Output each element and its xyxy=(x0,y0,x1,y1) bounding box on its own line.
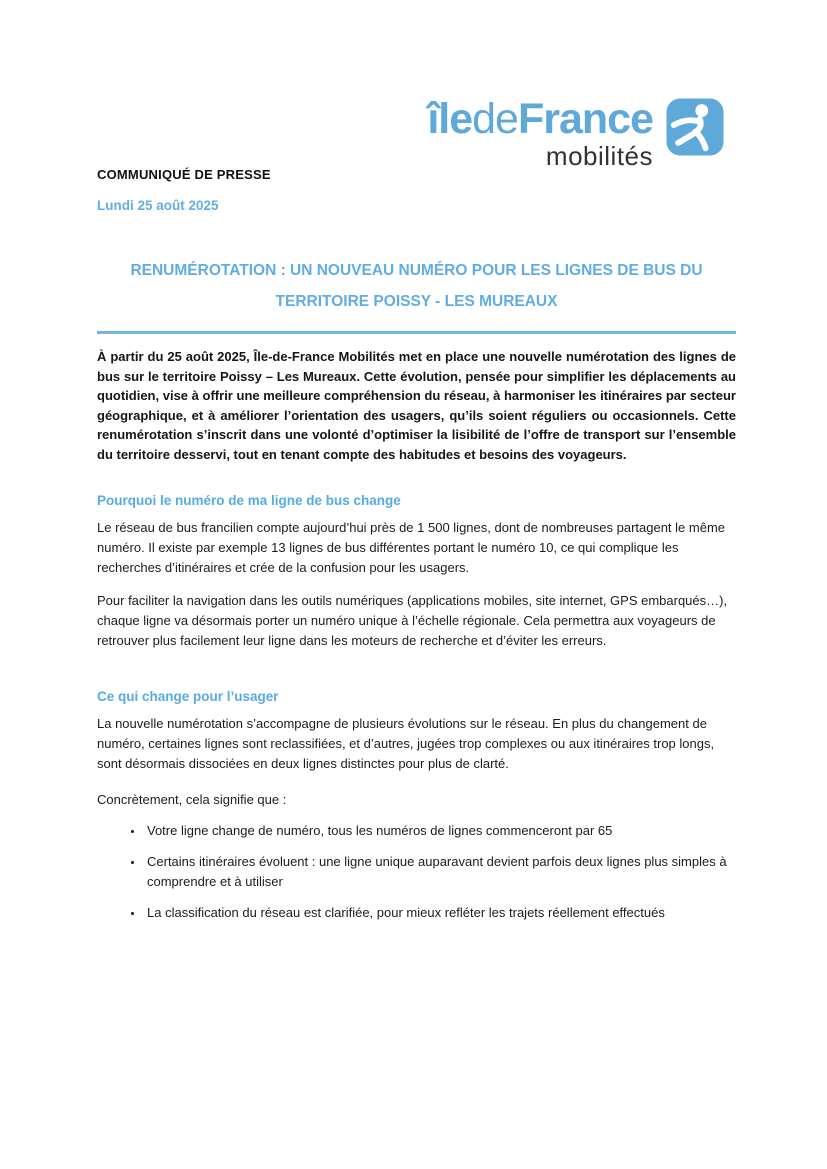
title-divider-rule xyxy=(97,331,736,334)
list-item: • Votre ligne change de numéro, tous les numéros de lignes commenceront par 65 xyxy=(144,821,736,841)
section-heading-pourquoi: Pourquoi le numéro de ma ligne de bus change xyxy=(97,493,401,508)
intro-paragraph: À partir du 25 août 2025, Île-de-France Mobilités met en place une nouvelle numérotation des lignes de bus sur le territoire Poissy – Les Mureaux. Cette évolution, pensée pour simplifier les déplacements au quotidien, vise à offrir une meilleure compréhension du réseau, à harmoniser les itinéraires par secteur géographique, et à améliorer l’orientation des usagers, qu’ils soient réguliers ou occasionnels. Cette renumérotation s’inscrit dans une volonté d’optimiser la lisibilité de l’offre de transport sur l’ensemble du territoire desservi, tout en tenant compte des habitudes et besoins des voyageurs. xyxy=(97,349,736,462)
list-item: • Certains itinéraires évoluent : une ligne unique auparavant devient parfois deux lignes plus simples à comprendre et à utiliser xyxy=(144,852,736,892)
page-title xyxy=(97,255,736,317)
paragraph-reseau-francilien: Le réseau de bus francilien compte aujourd’hui près de 1 500 lignes, dont de nombreuses partagent le même numéro. Il existe par exemple 13 lignes de bus différentes portant le numéro 10, ce qui complique les recherches d’itinéraires et crée de la confusion pour les usagers. xyxy=(97,520,726,575)
document-body xyxy=(97,0,736,934)
logo-france: France xyxy=(517,95,653,143)
title-line-1: RENUMÉROTATION : UN NOUVEAU NUMÉRO POUR LES LIGNES DE BUS DU xyxy=(130,262,703,279)
paragraph-concretement-lead-in: Concrètement, cela signifie que : xyxy=(97,792,287,807)
title-line-2: TERRITOIRE POISSY - LES MUREAUX xyxy=(275,293,558,310)
section-heading-ce-qui-change: Ce qui change pour l’usager xyxy=(97,689,279,704)
paragraph-outils-numeriques: Pour faciliter la navigation dans les outils numériques (applications mobiles, site internet, GPS embarqués…), chaque ligne va désormais porter un numéro unique à l’échelle régionale. Cela permettra aux voyageurs de retrouver plus facilement leur ligne dans les moteurs de recherche et d’éviter les erreurs. xyxy=(97,593,728,648)
logo-ile: île xyxy=(427,95,473,143)
changes-bullet-list xyxy=(97,821,736,923)
kicker-communique-de-presse: COMMUNIQUÉ DE PRESSE xyxy=(97,167,271,182)
logo-de: de xyxy=(472,95,518,143)
paragraph-nouvelle-numerotation: La nouvelle numérotation s’accompagne de plusieurs évolutions sur le réseau. En plus du changement de numéro, certaines lignes sont reclassifiées, et d’autres, jugées trop complexes ou aux itinéraires trop longs, sont désormais dissociées en deux lignes distinctes pour plus de clarté. xyxy=(97,716,715,771)
logo-mobilites: mobilités xyxy=(545,141,653,171)
list-item: • La classification du réseau est clarifiée, pour mieux refléter les trajets réellement effectués xyxy=(144,903,736,923)
date-line: Lundi 25 août 2025 xyxy=(97,198,219,213)
